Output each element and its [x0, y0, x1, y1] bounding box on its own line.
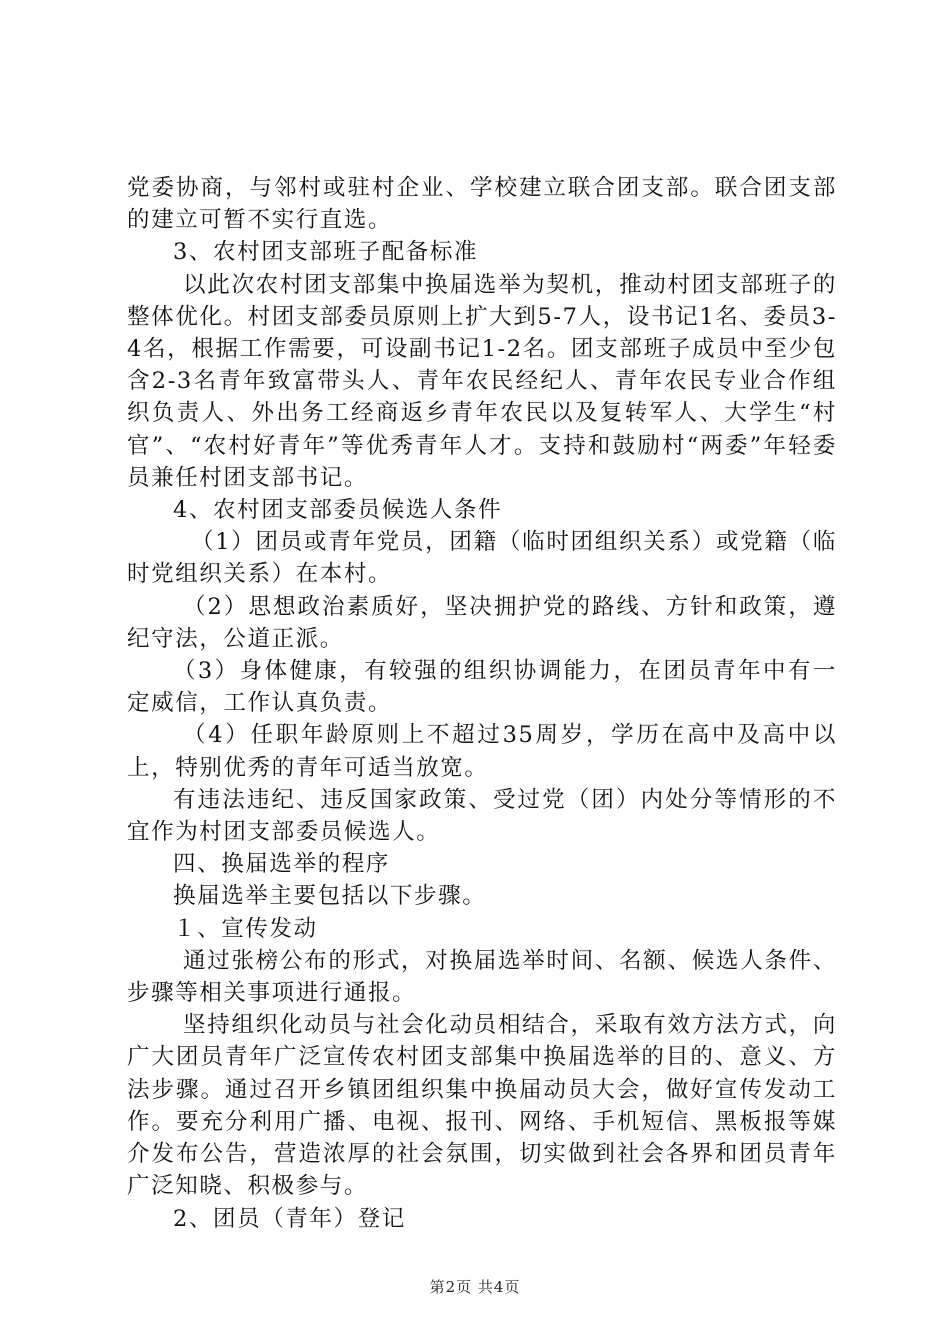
- paragraph: （2）思想政治素质好，坚决拥护党的路线、方针和政策，遵纪守法，公道正派。: [127, 593, 837, 652]
- document-body: [127, 172, 837, 1235]
- paragraph: （4）任职年龄原则上不超过35周岁，学历在高中及高中以上，特别优秀的青年可适当放宽。: [127, 722, 837, 781]
- paragraph: （1）团员或青年党员，团籍（临时团组织关系）或党籍（临时党组织关系）在本村。: [127, 529, 837, 588]
- paragraph: 4、农村团支部委员候选人条件: [173, 497, 503, 524]
- paragraph: （3）身体健康，有较强的组织协调能力，在团员青年中有一定威信，工作认真负责。: [127, 658, 837, 717]
- paragraph: 通过张榜公布的形式，对换届选举时间、名额、候选人条件、步骤等相关事项进行通报。: [127, 947, 837, 1007]
- paragraph: 坚持组织化动员与社会化动员相结合，采取有效方法方式，向广大团员青年广泛宣传农村团支部集中换届选举的目的、意义、方法步骤。通过召开乡镇团组织集中换届动员大会，做好宣传发动工作。要充分利用广播、电视、报刊、网络、手机短信、黑板报等媒介发布公告，营造浓厚的社会氛围，切实做到社会各界和团员青年广泛知晓、积极参与。: [127, 1012, 837, 1200]
- paragraph: 以此次农村团支部集中换届选举为契机，推动村团支部班子的整体优化。村团支部委员原则上扩大到5-7人，设书记1名、委员3-4名，根据工作需要，可设副书记1-2名。团支部班子成员中至少包含2-3名青年致富带头人、青年农民经纪人、青年农民专业合作组织负责人、外出务工经商返乡青年农民以及复转军人、大学生“村官”、“农村好青年”等优秀青年人才。支持和鼓励村“两委”年轻委员兼任村团支部书记。: [127, 271, 837, 491]
- paragraph: 四、换届选举的程序: [173, 851, 390, 878]
- paragraph: 2、团员（青年）登记: [173, 1205, 406, 1232]
- paragraph: 党委协商，与邻村或驻村企业、学校建立联合团支部。联合团支部的建立可暂不实行直选。: [127, 175, 837, 234]
- paragraph: １、宣传发动: [173, 915, 318, 942]
- paragraph: 有违法违纪、违反国家政策、受过党（团）内处分等情形的不宜作为村团支部委员候选人。: [127, 786, 837, 846]
- paragraph: 换届选举主要包括以下步骤。: [173, 883, 487, 910]
- paragraph: 3、农村团支部班子配备标准: [173, 239, 479, 266]
- page-footer: 第2页 共4页: [429, 1278, 521, 1296]
